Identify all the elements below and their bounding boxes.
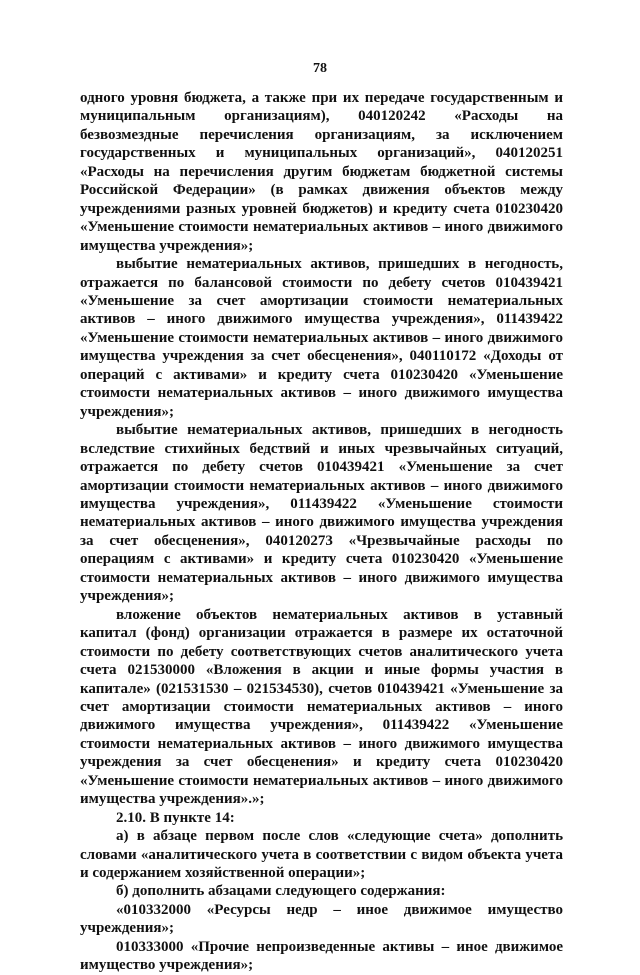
paragraph-disposal-unusable: выбытие нематериальных активов, пришедших в негодность, отражается по балансовой стоимости по дебету счетов 010439421 «Уменьшение за счет амортизации стоимости нематериальных активов – иного движимого имущества учреждения», 011439422 «Уменьшение стоимости нематериальных активов – иного движимого имущества учреждения за счет обесценения», 040110172 «Доходы от операций с активами» и кредиту счета 010230420 «Уменьшение стоимости нематериальных активов – иного движимого имущества учреждения»; <box>80 256 563 420</box>
document-body <box>80 89 563 975</box>
paragraph-account-010333000: 010333000 «Прочие непроизведенные активы – иное движимое имущество учреждения»; <box>80 938 563 974</box>
page-number: 78 <box>313 61 327 76</box>
paragraph-item-a: а) в абзаце первом после слов «следующие счета» дополнить словами «аналитического учета в соответствии с видом объекта учета и содержанием хозяйственной операции»; <box>80 828 563 882</box>
paragraph-capital-contribution: вложение объектов нематериальных активов в уставный капитал (фонд) организации отражается в размере их остаточной стоимости по дебету соответствующих счетов аналитического учета счета 021530000 «Вложения в акции и иные формы участия в капитале» (021531530 – 021534530), счетов 010439421 «Уменьшение за счет амортизации стоимости нематериальных активов – иного движимого имущества учреждения», 011439422 «Уменьшение стоимости нематериальных активов – иного движимого имущества учреждения за счет обесценения» и кредиту счета 010230420 «Уменьшение стоимости нематериальных активов – иного движимого имущества учреждения».»; <box>80 606 563 808</box>
paragraph-account-010332000: «010332000 «Ресурсы недр – иное движимое имущество учреждения»; <box>80 901 563 937</box>
paragraph-continuation: одного уровня бюджета, а также при их передаче государственным и муниципальным организациям), 040120242 «Расходы на безвозмездные перечисления организациям, за исключением государственных и муниципальных организаций», 040120251 «Расходы на перечисления другим бюджетам бюджетной системы Российской Федерации» (в рамках движения объектов между учреждениями разных уровней бюджетов) и кредиту счета 010230420 «Уменьшение стоимости нематериальных активов – иного движимого имущества учреждения»; <box>80 90 563 254</box>
paragraph-disposal-emergency: выбытие нематериальных активов, пришедших в негодность вследствие стихийных бедствий и иных чрезвычайных ситуаций, отражается по дебету счетов 010439421 «Уменьшение за счет амортизации стоимости нематериальных активов – иного движимого имущества учреждения», 011439422 «Уменьшение стоимости нематериальных активов – иного движимого имущества учреждения за счет обесценения», 040120273 «Чрезвычайные расходы по операциям с активами» и кредиту счета 010230420 «Уменьшение стоимости нематериальных активов – иного движимого имущества учреждения»; <box>80 422 563 605</box>
paragraph-item-b: б) дополнить абзацами следующего содержания: <box>116 883 446 900</box>
paragraph-clause-2-10: 2.10. В пункте 14: <box>116 809 235 826</box>
